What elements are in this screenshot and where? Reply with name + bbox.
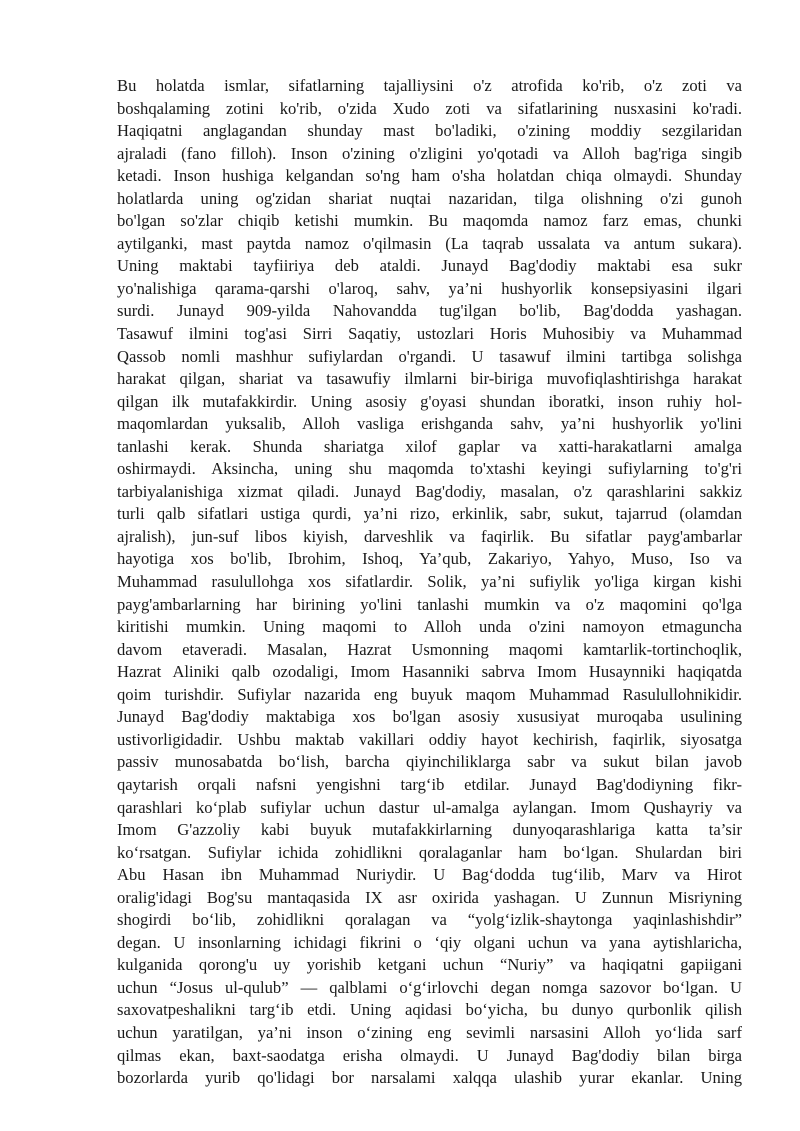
text-line: Uning maktabi tayfiiriya deb ataldi. Junayd Bag'dodiy maktabi esa sukr — [117, 256, 742, 276]
text-line: ajraladi (fano filloh). Inson o'zining o'zligini yo'qotadi va Alloh bag'riga singib — [117, 143, 742, 163]
text-line: Bu holatda ismlar, sifatlarning tajalliysini o'z atrofida ko'rib, o'z zoti va — [117, 76, 742, 95]
text-line: Tasawuf ilmini tog'asi Sirri Saqatiy, ustozlari Horis Muhosibiy va Muhammad — [117, 324, 742, 344]
text-line: qaytarish orqali nafsni yengishni targ‘ib etdilar. Junayd Bag'dodiyning fikr- — [117, 774, 742, 794]
text-line: davom etaveradi. Masalan, Hazrat Usmonning maqomi kamtarlik-tortinchoqlik, — [117, 639, 742, 659]
text-line: ajralish), jun-suf libos kiyish, darveshlik va faqirlik. Bu sifatlar payg'ambarlar — [117, 526, 742, 546]
text-line: bo'lgan so'zlar chiqib ketishi mumkin. Bu maqomda namoz farz emas, chunki — [117, 211, 742, 231]
text-line: degan. U insonlarning ichidagi fikrini o ‘qiy olgani uchun va yana aytishlaricha, — [117, 932, 742, 952]
text-line: holatlarda uning og'zidan shariat nuqtai nazaridan, tilga olishning o'zi gunoh — [117, 188, 742, 208]
text-line: Imom G'azzoliy kabi buyuk mutafakkirlarning dunyoqarashlariga katta ta’sir — [117, 820, 742, 840]
text-line: kulganida qorong'u uy yorishib ketgani uchun “Nuriy” va haqiqatni gapiigani — [117, 955, 742, 975]
text-line: Qassob nomli mashhur sufiylardan o'rgandi. U tasawuf ilmini tartibga solishga — [117, 346, 742, 366]
text-line: kiritishi mumkin. Uning maqomi to Alloh unda o'zini namoyon etmaguncha — [117, 617, 742, 637]
text-line: harakat qilgan, shariat va tasawufiy ilmlarni bir-biriga muvofiqlashtirishga harakat — [117, 369, 742, 389]
text-line: Junayd Bag'dodiy maktabiga xos bo'lgan asosiy xususiyat muroqaba usulining — [117, 707, 742, 727]
text-line: aytilganki, mast paytda namoz o'qilmasin (La taqrab ussalata va antum sukara). — [117, 233, 742, 253]
text-line: oralig'idagi Bog'su mantaqasida IX asr oxirida yashagan. U Zunnun Misriyning — [117, 887, 742, 907]
text-line: ko‘rsatgan. Sufiylar ichida zohidlikni qoralaganlar ham bo‘lgan. Shulardan biri — [117, 842, 742, 862]
text-line: qilmas ekan, baxt-saodatga erisha olmaydi. U Junayd Bag'dodiy bilan birga — [117, 1045, 742, 1065]
text-line: tarbiyalanishiga xizmat qiladi. Junayd Bag'dodiy, masalan, o'z qarashlarini sakkiz — [117, 481, 742, 501]
text-line: uchun “Josus ul-qulub” — qalblami o‘g‘irlovchi degan nomga sazovor bo‘lgan. U — [117, 977, 742, 997]
text-line: tanlashi kerak. Shunda shariatga xilof gaplar va xatti-harakatlarni amalga — [117, 436, 742, 456]
text-line: passiv munosabatda bo‘lish, barcha qiyinchiliklarga sabr va sukut bilan javob — [117, 752, 742, 772]
text-line: uchun yaratilgan, ya’ni inson o‘zining eng sevimli narsasini Alloh yo‘lida sarf — [117, 1022, 742, 1042]
text-line: qarashlari ko‘plab sufiylar uchun dastur ul-amalga aylangan. Imom Qushayriy va — [117, 797, 742, 817]
text-line: yo'nalishiga qarama-qarshi o'laroq, sahv, ya’ni hushyorlik konsepsiyasini ilgari — [117, 278, 742, 298]
text-line: Muhammad rasulullohga xos sifatlardir. Solik, ya’ni sufiylik yo'liga kirgan kishi — [117, 572, 742, 592]
text-line: bozorlarda yurib qo'lidagi bor narsalami xalqqa ulashib yurar ekanlar. Uning — [117, 1068, 742, 1088]
text-line: hayotiga xos bo'lib, Ibrohim, Ishoq, Ya’qub, Zakariyo, Yahyo, Muso, Iso va — [117, 549, 742, 569]
text-line: payg'ambarlarning har birining yo'lini tanlashi mumkin va o'z maqomini qo'lga — [117, 594, 742, 614]
text-line: ketadi. Inson hushiga kelgandan so'ng ham o'sha holatdan chiqa olmaydi. Shunday — [117, 166, 742, 186]
text-line: qilgan ilk mutafakkirdir. Uning asosiy g'oyasi shundan iboratki, inson ruhiy hol- — [117, 391, 742, 411]
text-line: maqomlardan yuksalib, Alloh vasliga erishganda sahv, ya’ni hushyorlik yo'lini — [117, 414, 742, 434]
text-line: Abu Hasan ibn Muhammad Nuriydir. U Bag‘dodda tug‘ilib, Marv va Hirot — [117, 865, 742, 885]
body-text — [117, 75, 742, 1090]
text-line: boshqalaming zotini ko'rib, o'zida Xudo zoti va sifatlarining nusxasini ko'radi. — [117, 98, 742, 118]
text-line: saxovatpeshalikni targ‘ib etdi. Uning aqidasi bo‘yicha, bu dunyo qurbonlik qilish — [117, 1000, 742, 1020]
text-line: Haqiqatni anglagandan shunday mast bo'ladiki, o'zining moddiy sezgilaridan — [117, 121, 742, 141]
text-line: qoim turishdir. Sufiylar nazarida eng buyuk maqom Muhammad Rasulullohnikidir. — [117, 684, 742, 704]
text-line: oshirmaydi. Aksincha, uning shu maqomda to'xtashi keyingi sufiylarning to'g'ri — [117, 459, 742, 479]
text-line: Hazrat Aliniki qalb ozodaligi, Imom Hasanniki sabrva Imom Husaynniki haqiqatda — [117, 662, 742, 682]
text-line: surdi. Junayd 909-yilda Nahovandda tug'ilgan bo'lib, Bag'dodda yashagan. — [117, 301, 742, 321]
text-line: ustivorligidadir. Ushbu maktab vakillari oddiy hayot kechirish, faqirlik, siyosatga — [117, 729, 742, 749]
text-line: turli qalb sifatlari ustiga qurdi, ya’ni rizo, erkinlik, sabr, sukut, tajarrud (olamdan — [117, 504, 742, 524]
text-line: shogirdi bo‘lib, zohidlikni qoralagan va “yolg‘izlik-shaytonga yaqinlashishdir” — [117, 910, 742, 930]
